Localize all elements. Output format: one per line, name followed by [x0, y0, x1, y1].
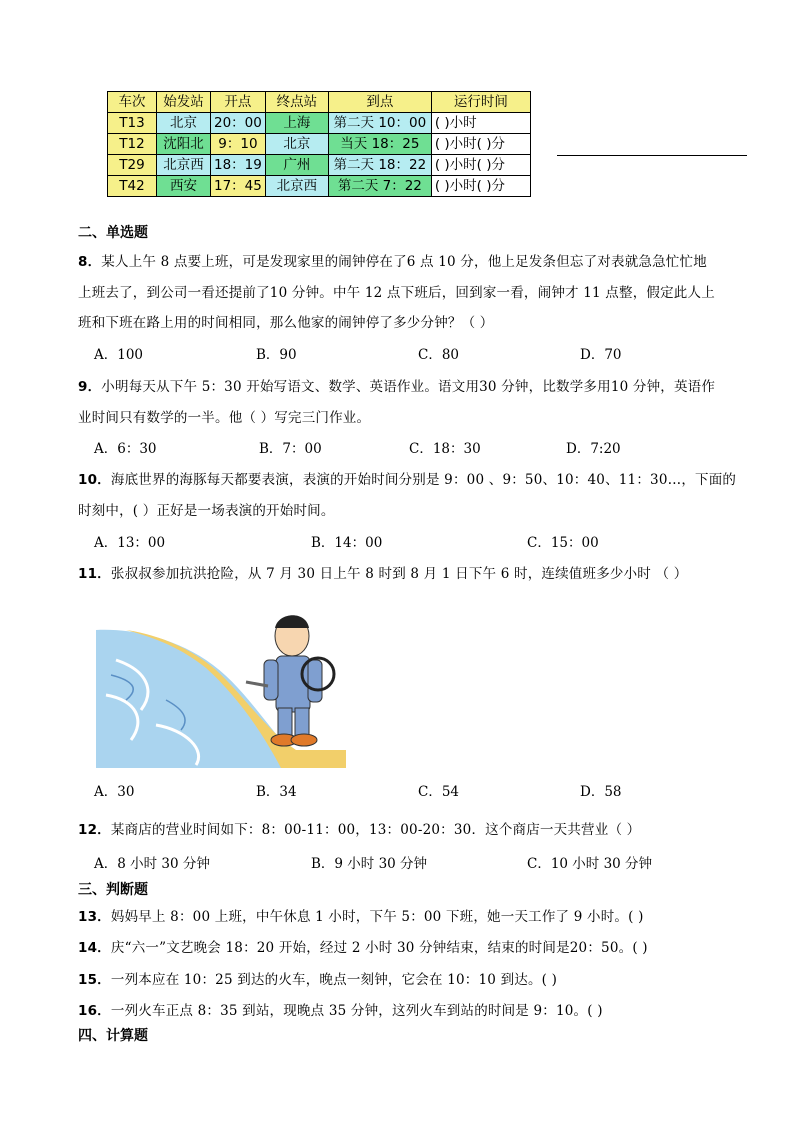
- question-text: 一列火车正点 8：35 到站，现晚点 35 分钟，这列火车到站的时间是 9：10。( ): [110, 1003, 603, 1019]
- table-row: [108, 155, 531, 176]
- table-header-cell: 开点: [211, 92, 266, 113]
- dep-cell: 17：45: [211, 176, 266, 197]
- question-number: 10．: [78, 472, 111, 488]
- run-cell: ( )小时( )分: [431, 134, 530, 155]
- option-c[interactable]: C．80: [418, 347, 460, 363]
- option-b[interactable]: B．9 小时 30 分钟: [311, 856, 428, 872]
- option-c[interactable]: C．10 小时 30 分钟: [527, 856, 653, 872]
- table-header-cell: 终点站: [265, 92, 328, 113]
- question-number: 16．: [78, 1003, 111, 1019]
- question-text: 庆“六一”文艺晚会 18：20 开始，经过 2 小时 30 分钟结束，结束的时间是20：50。( ): [110, 940, 648, 956]
- option-d[interactable]: D．7:20: [566, 441, 621, 457]
- section-heading: 二、单选题: [78, 225, 148, 241]
- question-15: [78, 968, 557, 988]
- option-c[interactable]: C．15：00: [527, 535, 599, 551]
- question-number: 13．: [78, 909, 111, 925]
- table-row: [108, 134, 531, 155]
- question-number: 12．: [78, 822, 111, 838]
- question-text: 班和下班在路上用的时间相同，那么他家的闹钟停了多少分钟？（ ）: [78, 315, 494, 331]
- run-cell: ( )小时( )分: [431, 155, 530, 176]
- question-text: 业时间只有数学的一半。他（ ）写完三门作业。: [78, 410, 371, 426]
- option-b[interactable]: B．7：00: [259, 441, 322, 457]
- dep-cell: 18：19: [211, 155, 266, 176]
- table-header-row: [108, 92, 531, 113]
- answer-underline: [557, 155, 747, 156]
- section-heading: 四、计算题: [78, 1028, 148, 1044]
- option-b[interactable]: B．14：00: [311, 535, 383, 551]
- question-text: 上班去了，到公司一看还提前了10 分钟。中午 12 点下班后，回到家一看，闹钟才 11 点整，假定此人上: [78, 285, 715, 301]
- dep-cell: 20：00: [211, 113, 266, 134]
- from-cell: 北京西: [157, 155, 211, 176]
- table-header-cell: 到点: [328, 92, 431, 113]
- section-heading: 三、判断题: [78, 882, 148, 898]
- table-header-cell: 车次: [108, 92, 157, 113]
- train-cell: T13: [108, 113, 157, 134]
- question-number: 11．: [78, 566, 111, 582]
- dep-cell: 9：10: [211, 134, 266, 155]
- train-cell: T29: [108, 155, 157, 176]
- train-cell: T42: [108, 176, 157, 197]
- table-row: [108, 113, 531, 134]
- question-11: [78, 562, 687, 582]
- option-a[interactable]: A．6：30: [94, 441, 157, 457]
- arr-cell: 第二天 7：22: [328, 176, 431, 197]
- worker-on-riverbank-illustration: [96, 600, 346, 768]
- question-10: [78, 468, 736, 488]
- option-b[interactable]: B．34: [256, 784, 297, 800]
- question-number: 15．: [78, 972, 111, 988]
- question-text: 一列本应在 10：25 到达的火车，晚点一刻钟，它会在 10：10 到达。( ): [110, 972, 558, 988]
- table-row: [108, 176, 531, 197]
- table-header-cell: 运行时间: [431, 92, 530, 113]
- option-a[interactable]: A．30: [94, 784, 135, 800]
- from-cell: 沈阳北: [157, 134, 211, 155]
- question-number: 8．: [78, 254, 102, 270]
- to-cell: 北京西: [265, 176, 328, 197]
- question-14: [78, 936, 648, 956]
- to-cell: 北京: [265, 134, 328, 155]
- question-16: [78, 999, 603, 1019]
- question-text: 海底世界的海豚每天都要表演，表演的开始时间分别是 9：00 、9：50、10：40、11：30…，下面的: [110, 472, 737, 488]
- question-text: 妈妈早上 8：00 上班，中午休息 1 小时，下午 5：00 下班，她一天工作了 9 小时。( ): [110, 909, 644, 925]
- from-cell: 北京: [157, 113, 211, 134]
- option-c[interactable]: C．54: [418, 784, 460, 800]
- question-text: 时刻中，( ）正好是一场表演的开始时间。: [78, 503, 335, 519]
- question-text: 某商店的营业时间如下：8：00-11：00，13：00-20：30．这个商店一天共营业（ ）: [110, 822, 641, 838]
- option-d[interactable]: D．70: [580, 347, 622, 363]
- train-timetable: [107, 91, 531, 197]
- table-header-cell: 始发站: [157, 92, 211, 113]
- train-cell: T12: [108, 134, 157, 155]
- question-13: [78, 905, 644, 925]
- from-cell: 西安: [157, 176, 211, 197]
- arr-cell: 第二天 10：00: [328, 113, 431, 134]
- option-c[interactable]: C．18：30: [409, 441, 481, 457]
- question-number: 14．: [78, 940, 111, 956]
- run-cell: ( )小时: [431, 113, 530, 134]
- to-cell: 上海: [265, 113, 328, 134]
- option-a[interactable]: A．8 小时 30 分钟: [94, 856, 210, 872]
- question-number: 9．: [78, 379, 102, 395]
- option-d[interactable]: D．58: [580, 784, 622, 800]
- to-cell: 广州: [265, 155, 328, 176]
- question-8: [78, 250, 707, 270]
- question-text: 张叔叔参加抗洪抢险，从 7 月 30 日上午 8 时到 8 月 1 日下午 6 时，连续值班多少小时 （ ）: [110, 566, 688, 582]
- arr-cell: 当天 18：25: [328, 134, 431, 155]
- run-cell: ( )小时( )分: [431, 176, 530, 197]
- question-9: [78, 375, 715, 395]
- option-a[interactable]: A．100: [94, 347, 144, 363]
- option-b[interactable]: B．90: [256, 347, 297, 363]
- option-a[interactable]: A．13：00: [94, 535, 166, 551]
- question-12: [78, 818, 640, 838]
- question-text: 某人上午 8 点要上班，可是发现家里的闹钟停在了6 点 10 分，他上足发条但忘了对表就急急忙忙地: [101, 254, 707, 270]
- question-text: 小明每天从下午 5：30 开始写语文、数学、英语作业。语文用30 分钟，比数学多用10 分钟，英语作: [101, 379, 716, 395]
- arr-cell: 第二天 18：22: [328, 155, 431, 176]
